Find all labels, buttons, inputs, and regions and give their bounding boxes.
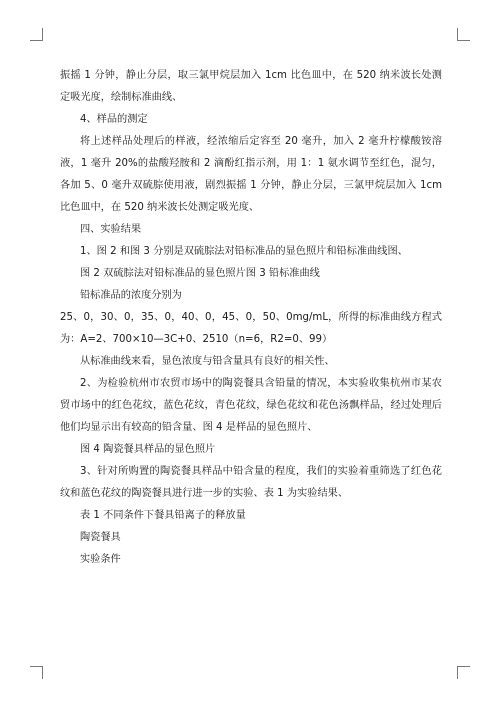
crop-mark-bottom-right bbox=[457, 666, 470, 679]
figure-caption: 图 2 双硫腙法对铅标准品的显色照片图 3 铅标准曲线 bbox=[80, 268, 320, 279]
paragraph: 从标准曲线来看，显色浓度与铅含量具有良好的相关性、 bbox=[80, 356, 335, 367]
paragraph: 振摇 1 分钟，静止分层，取三氯甲烷层加入 1cm 比色皿中，在 520 纳米波长处测定吸光度，绘制标准曲线、 bbox=[60, 70, 442, 103]
paragraph: 将上述样品处理后的样液，经浓缩后定容至 20 毫升，加入 2 毫升柠檬酸铵溶液，1 毫升 20%的盐酸羟胺和 2 滴酚红指示剂，用 1：1 氨水调节至红色，混匀，各加 5、0 毫升双硫腙使用液，剧烈振摇 1 分钟，静止分层，三氯甲烷层加入 1cm 比色皿中，在 520 纳米波长处测定吸光度、 bbox=[60, 136, 442, 213]
paragraph: 1、图 2 和图 3 分别是双硫腙法对铅标准品的显色照片和铅标准曲线图、 bbox=[80, 246, 408, 257]
paragraph: 25、0，30、0，35、0，40、0，45、0，50、0mg/mL，所得的标准曲线方程式为：A=2、700×10—3C+0、2510（n=6，R2=0、99） bbox=[60, 312, 442, 345]
table-header-cell: 陶瓷餐具 bbox=[80, 532, 121, 543]
crop-mark-top-right bbox=[457, 28, 470, 41]
section-heading: 四、实验结果 bbox=[80, 224, 142, 235]
paragraph: 2、为检验杭州市农贸市场中的陶瓷餐具含铅量的情况，本实验收集杭州市某农贸市场中的红色花纹，蓝色花纹，青色花纹，绿色花纹和花色汤飘样品，经过处理后他们均显示出有较高的铅含量、图 4 是样品的显色照片、 bbox=[60, 378, 442, 433]
figure-caption: 图 4 陶瓷餐具样品的显色照片 bbox=[80, 444, 216, 455]
crop-mark-top-left bbox=[30, 28, 43, 41]
table-header-cell: 实验条件 bbox=[80, 554, 121, 565]
paragraph: 3、针对所购置的陶瓷餐具样品中铅含量的程度，我们的实验着重筛选了红色花纹和蓝色花纹的陶瓷餐具进行进一步的实验、表 1 为实验结果、 bbox=[60, 466, 442, 499]
table-caption: 表 1 不同条件下餐具铅离子的释放量 bbox=[80, 510, 246, 521]
paragraph: 铅标准品的浓度分别为 bbox=[80, 290, 182, 301]
document-body bbox=[60, 65, 442, 571]
crop-mark-bottom-left bbox=[30, 666, 43, 679]
section-heading: 4、样品的测定 bbox=[80, 114, 148, 125]
